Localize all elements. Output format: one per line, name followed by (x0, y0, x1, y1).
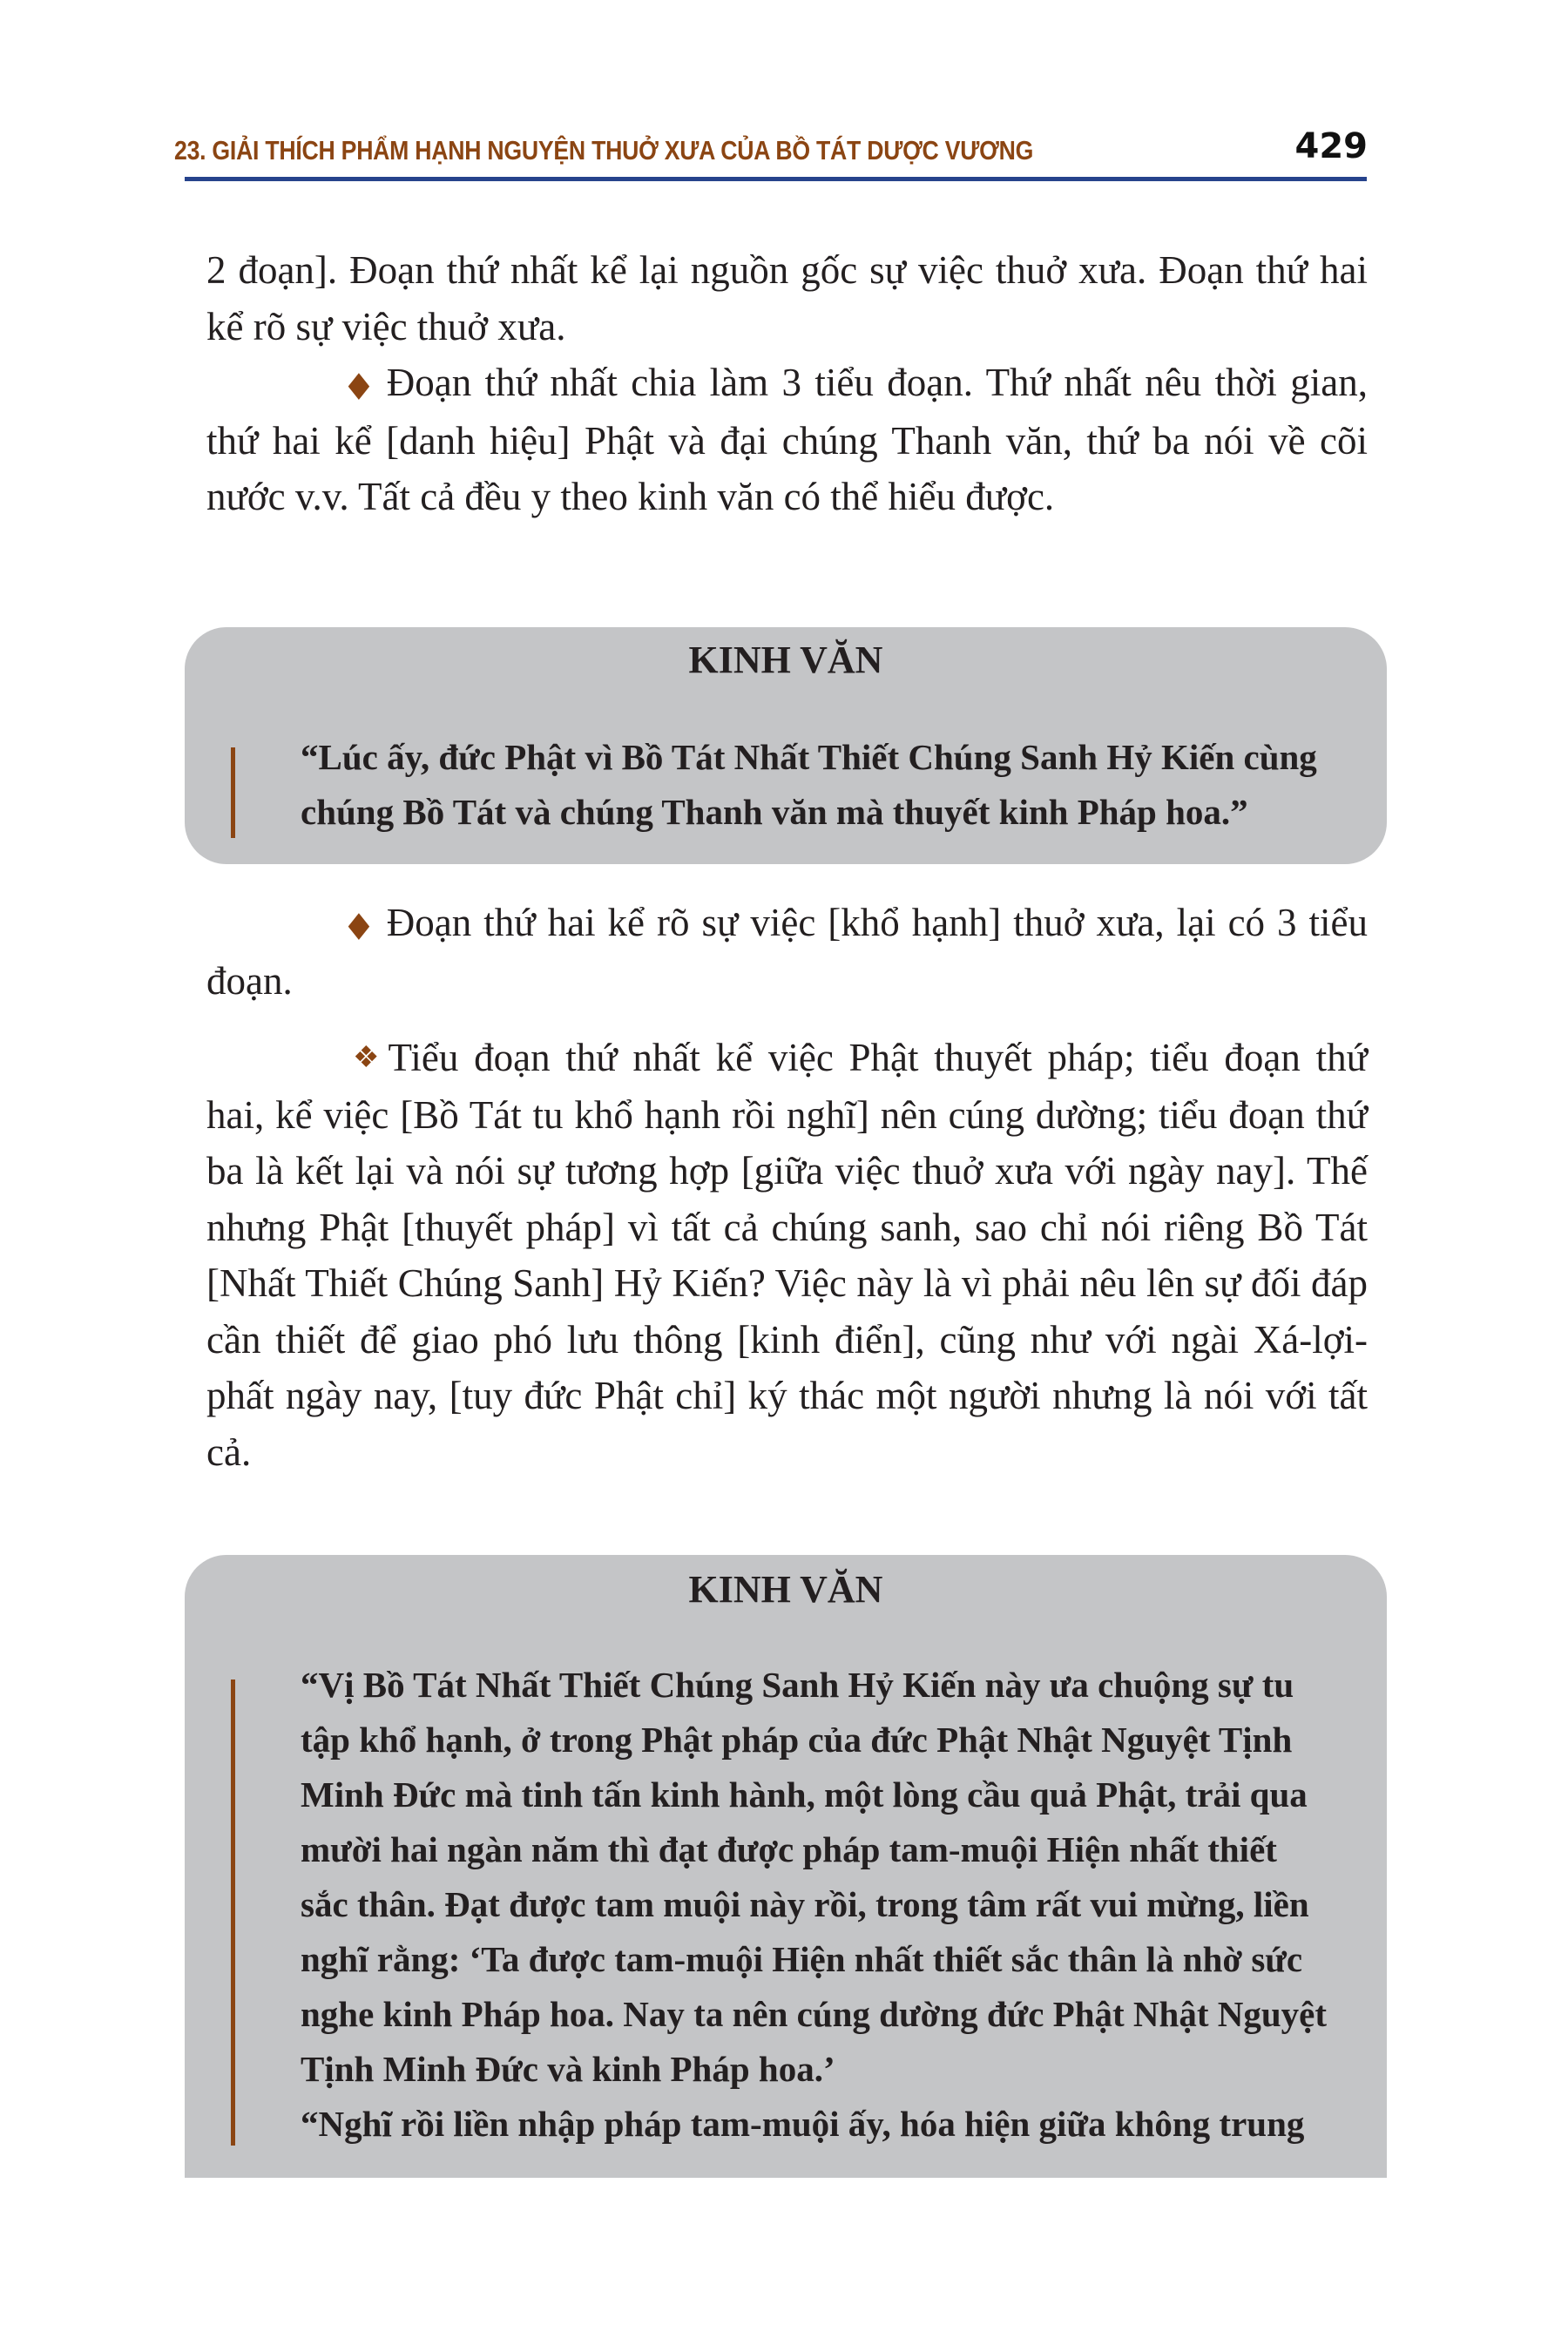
paragraph-4 (206, 1030, 1368, 1480)
quote-line: mười hai ngàn năm thì đạt được pháp tam-muội Hiện nhất thiết (301, 1829, 1277, 1869)
quote-line: nghĩ rằng: ‘Ta được tam-muội Hiện nhất thiết sắc thân là nhờ sức (301, 1939, 1303, 1979)
kinh-van-quote (233, 730, 1369, 840)
quote-line: Minh Đức mà tinh tấn kinh hành, một lòng cầu quả Phật, trải qua (301, 1774, 1308, 1815)
paragraph-1 (206, 242, 1368, 355)
quote-line: tập khổ hạnh, ở trong Phật pháp của đức Phật Nhật Nguyệt Tịnh (301, 1720, 1293, 1760)
quote-line: sắc thân. Đạt được tam muội này rồi, trong tâm rất vui mừng, liền (301, 1884, 1309, 1924)
kinh-van-quote (233, 1658, 1369, 2152)
chapter-title: 23. GIẢI THÍCH PHẨM HẠNH NGUYỆN THUỞ XƯA CỦA BỒ TÁT DƯỢC VƯƠNG (174, 135, 1034, 166)
quote-line: Tịnh Minh Đức và kinh Pháp hoa.’ (301, 2049, 835, 2089)
quote-line: “Vị Bồ Tát Nhất Thiết Chúng Sanh Hỷ Kiến này ưa chuộng sự tu (301, 1665, 1294, 1705)
quote-line: “Nghĩ rồi liền nhập pháp tam-muội ấy, hóa hiện giữa không trung (301, 2104, 1305, 2144)
quote-line: nghe kinh Pháp hoa. Nay ta nên cúng dường đức Phật Nhật Nguyệt (301, 1994, 1328, 2034)
paragraph-3 (206, 895, 1368, 1009)
paragraph-text: 2 đoạn]. Đoạn thứ nhất kể lại nguồn gốc sự việc thuở xưa. Đoạn thứ hai kể rõ sự việc thuở xưa. (206, 248, 1368, 348)
paragraph-2 (206, 355, 1368, 525)
page-number: 429 (1294, 126, 1368, 166)
paragraph-text: Đoạn thứ nhất chia làm 3 tiểu đoạn. Thứ nhất nêu thời gian, thứ hai kể [danh hiệu] Phật và đại chúng Thanh văn, thứ ba nói về cõi nước v.v. Tất cả đều y theo kinh văn có thể hiểu được. (206, 361, 1368, 518)
diamond-bullet-icon: ◆ (348, 904, 370, 943)
kinh-van-box-1 (185, 627, 1387, 864)
four-diamond-bullet-icon: ❖ (353, 1042, 380, 1074)
running-header (174, 126, 1368, 179)
diamond-bullet-icon: ◆ (348, 364, 370, 403)
paragraph-text: Tiểu đoạn thứ nhất kể việc Phật thuyết pháp; tiểu đoạn thứ hai, kể việc [Bồ Tát tu khổ hạnh rồi nghĩ] nên cúng dường; tiểu đoạn thứ ba là kết lại và nói sự tương hợp [giữa việc thuở xưa với ngày nay]. Thế nhưng Phật [thuyết pháp] vì tất cả chúng sanh, sao chỉ nói riêng Bồ Tát [Nhất Thiết Chúng Sanh] Hỷ Kiến? Việc này là vì phải nêu lên sự đối đáp cần thiết để giao phó lưu thông [kinh điển], cũng như với ngài Xá-lợi-phất ngày nay, [tuy đức Phật chỉ] ký thác một người nhưng là nói với tất cả. (206, 1036, 1368, 1474)
kinh-van-box-2 (185, 1555, 1387, 2178)
header-rule (185, 177, 1367, 181)
paragraph-text: Đoạn thứ hai kể rõ sự việc [khổ hạnh] thuở xưa, lại có 3 tiểu đoạn. (206, 901, 1368, 1003)
kinh-van-title: KINH VĂN (688, 1568, 883, 1611)
quote-line: chúng Bồ Tát và chúng Thanh văn mà thuyết kinh Pháp hoa.” (301, 792, 1248, 832)
quote-line: “Lúc ấy, đức Phật vì Bồ Tát Nhất Thiết Chúng Sanh Hỷ Kiến cùng (301, 737, 1317, 777)
kinh-van-title: KINH VĂN (688, 639, 883, 681)
